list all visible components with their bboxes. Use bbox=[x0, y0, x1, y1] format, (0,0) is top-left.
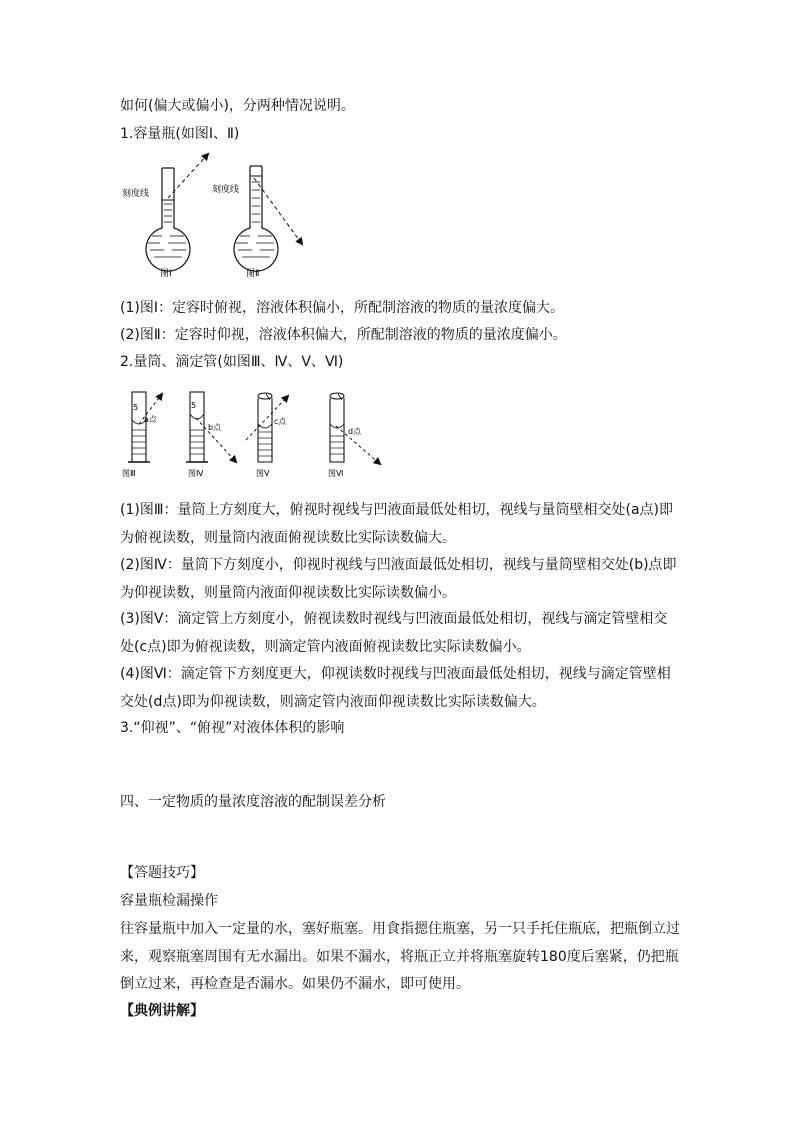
s1-paragraph-1: (1)图Ⅰ：定容时俯视，溶液体积偏小，所配制溶液的物质的量浓度偏大。 bbox=[120, 300, 564, 316]
leak-check-title: 容量瓶检漏操作 bbox=[120, 893, 218, 909]
burette-5 bbox=[246, 393, 288, 478]
s2-paragraph-1: (1)图Ⅲ：量筒上方刻度大，俯视时视线与凹液面最低处相切，视线与量筒壁相交处(a点)即为俯视读数，则量筒内液面俯视读数比实际读数偏大。 bbox=[120, 502, 673, 546]
cylinder-3 bbox=[122, 392, 162, 478]
mark-label-1: 刻度线 bbox=[122, 189, 150, 199]
label-b: b点 bbox=[208, 423, 222, 432]
flask-1 bbox=[122, 154, 208, 279]
section1-title: 1.容量瓶(如图Ⅰ、Ⅱ) bbox=[120, 126, 240, 142]
label-a: a点 bbox=[144, 415, 157, 424]
fig1-caption: 图Ⅰ bbox=[160, 269, 172, 279]
s2-paragraph-3: (3)图Ⅴ：滴定管上方刻度小，俯视读数时视线与凹液面最低处相切，视线与滴定管壁相交处(c点)即为俯视读数，则滴定管内液面俯视读数比实际读数偏小。 bbox=[120, 611, 668, 655]
scale-5-b: 5 bbox=[191, 401, 197, 410]
fig2-caption: 图Ⅱ bbox=[246, 269, 260, 279]
cylinder-4 bbox=[186, 392, 236, 478]
fig5-caption: 图Ⅴ bbox=[256, 469, 270, 478]
intro-line: 如何(偏大或偏小)，分两种情况说明。 bbox=[120, 98, 355, 114]
burette-6 bbox=[328, 393, 380, 478]
tips-header: 【答题技巧】 bbox=[120, 865, 204, 881]
fig3-caption: 图Ⅲ bbox=[122, 469, 136, 478]
cylinder-burette-figure bbox=[118, 384, 388, 480]
flask-figure bbox=[118, 148, 348, 284]
label-d: d点 bbox=[348, 427, 362, 436]
example-header: 【典例讲解】 bbox=[120, 1003, 204, 1019]
section3-title: 3.“仰视”、“俯视”对液体体积的影响 bbox=[120, 720, 345, 736]
label-c: c点 bbox=[274, 417, 287, 426]
flask-2 bbox=[212, 166, 302, 279]
s1-paragraph-2: (2)图Ⅱ：定容时仰视，溶液体积偏大，所配制溶液的物质的量浓度偏小。 bbox=[120, 327, 567, 343]
s2-paragraph-2: (2)图Ⅳ：量筒下方刻度小，仰视时视线与凹液面最低处相切，视线与量筒壁相交处(b)点即为仰视读数，则量筒内液面仰视读数比实际读数偏小。 bbox=[120, 557, 677, 601]
s2-paragraph-4: (4)图Ⅵ：滴定管下方刻度更大，仰视读数时视线与凹液面最低处相切，视线与滴定管壁相交处(d点)即为仰视读数，则滴定管内液面仰视读数比实际读数偏大。 bbox=[120, 666, 671, 710]
section4-heading: 四、一定物质的量浓度溶液的配制误差分析 bbox=[120, 794, 386, 810]
fig4-caption: 图Ⅳ bbox=[188, 469, 204, 478]
mark-label-2: 刻度线 bbox=[212, 185, 240, 195]
fig6-caption: 图Ⅵ bbox=[328, 469, 344, 478]
scale-5-a: 5 bbox=[133, 403, 139, 412]
leak-check-body: 往容量瓶中加入一定量的水，塞好瓶塞。用食指摁住瓶塞，另一只手托住瓶底，把瓶倒立过来，观察瓶塞周围有无水漏出。如果不漏水，将瓶正立并将瓶塞旋转180度后塞紧，仍把瓶倒立过来，再检查是否漏水。如果仍不漏水，即可使用。 bbox=[120, 921, 680, 992]
section2-title: 2.量筒、滴定管(如图Ⅲ、Ⅳ、Ⅴ、Ⅵ) bbox=[120, 354, 344, 370]
